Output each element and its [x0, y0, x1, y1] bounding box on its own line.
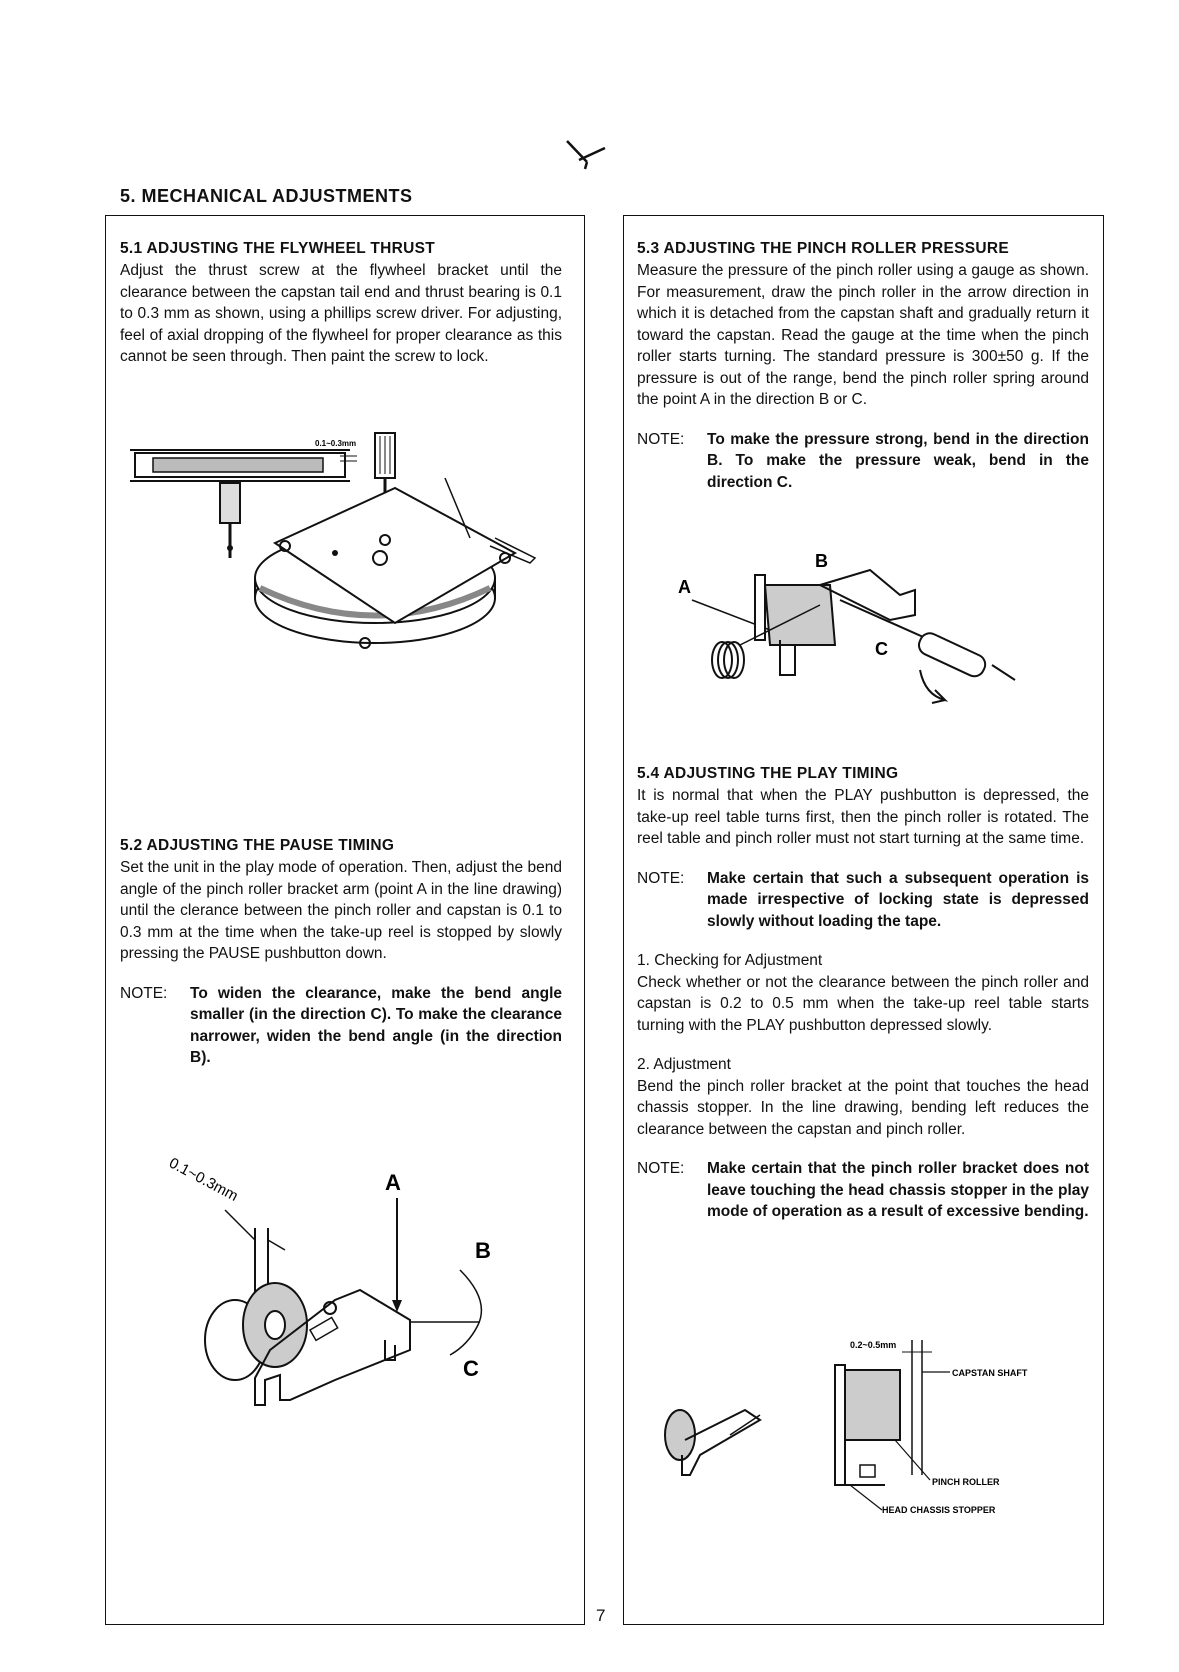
section-5-4 [637, 765, 1089, 1223]
section-5-1 [120, 240, 562, 368]
section-5-3 [637, 240, 1089, 493]
label-b: B [475, 1238, 491, 1263]
note-label: NOTE: [637, 869, 685, 887]
page-number: 7 [596, 1606, 606, 1625]
page-title: 5. MECHANICAL ADJUSTMENTS [120, 186, 413, 206]
section-5-2-heading: 5.2 ADJUSTING THE PAUSE TIMING [120, 837, 395, 854]
label-c: C [463, 1356, 479, 1381]
flywheel-thrust-figure [125, 428, 575, 688]
capstan-shaft-label: CAPSTAN SHAFT [952, 1368, 1028, 1378]
play-timing-figure [660, 1330, 1100, 1520]
section-5-2-body: Set the unit in the play mode of operation. Then, adjust the bend angle of the pinch roller bracket arm (point A in the line drawing) until the clerance between the pinch roller and capstan is 0.1 to 0.3 mm at the time when the take-up reel is stopped by slowly pressing the PAUSE pushbutton down. [120, 859, 562, 962]
play-clearance-label: 0.2~0.5mm [850, 1340, 897, 1350]
section-5-3-note [637, 429, 1089, 494]
note-label: NOTE: [637, 1160, 685, 1177]
section-5-4-heading: 5.4 ADJUSTING THE PLAY TIMING [637, 765, 899, 782]
note-text: To widen the clearance, make the bend angle smaller (in the direction C). To make the clearance narrower, widen the bend angle (in the direction B). [190, 984, 562, 1066]
section-5-3-heading: 5.3 ADJUSTING THE PINCH ROLLER PRESSURE [637, 240, 1009, 257]
check-mark-icon [565, 138, 609, 172]
note-text: To make the pressure strong, bend in the direction B. To make the pressure weak, bend in the direction C. [707, 430, 1089, 491]
section-5-4-note-2 [637, 1158, 1089, 1223]
section-5-4-body: It is normal that when the PLAY pushbutton is depressed, the take-up reel table turns first, then the pinch roller is rotated. The reel table and pinch roller must not start turning at the same time. [637, 787, 1089, 847]
section-5-3-body: Measure the pressure of the pinch roller using a gauge as shown. For measurement, draw the pinch roller in the arrow direction in which it is detached from the capstan shaft and gradually return it toward the capstan. Read the gauge at the time when the pinch roller starts turning. The standard pressure is 300±50 g. If the pressure is out of the range, bend the pinch roller spring around the point A in the direction B or C. [637, 262, 1089, 408]
pinch-roller-pressure-figure [670, 545, 1070, 735]
label-a: A [678, 577, 691, 597]
label-a: A [385, 1170, 401, 1195]
pinch-roller-label: PINCH ROLLER [932, 1477, 1000, 1487]
note-text: Make certain that such a subsequent operation is made irrespective of locking state is depressed slowly without loading the tape. [707, 869, 1089, 930]
section-5-2-note [120, 983, 562, 1069]
step-1-title: 1. Checking for Adjustment [637, 952, 823, 969]
label-b: B [815, 551, 828, 571]
section-5-4-note-1 [637, 868, 1089, 933]
flywheel-clearance-label: 0.1~0.3mm [315, 439, 357, 448]
pause-clearance-label: 0.1~0.3mm [166, 1154, 241, 1205]
step-1-body: Check whether or not the clearance between the pinch roller and capstan is 0.2 to 0.5 mm when the take-up reel table starts turning with the PLAY pushbutton depressed slowly. [637, 973, 1089, 1034]
section-5-1-heading: 5.1 ADJUSTING THE FLYWHEEL THRUST [120, 240, 436, 257]
pause-timing-figure [160, 1150, 560, 1410]
head-chassis-stopper-label: HEAD CHASSIS STOPPER [882, 1505, 996, 1515]
label-c: C [875, 639, 888, 659]
step-2-title: 2. Adjustment [637, 1056, 731, 1073]
section-5-2 [120, 837, 562, 1069]
step-2-body: Bend the pinch roller bracket at the point that touches the head chassis stopper. In the line drawing, bending left reduces the clearance between the capstan and pinch roller. [637, 1077, 1089, 1138]
note-text: Make certain that the pinch roller bracket does not leave touching the head chassis stopper in the play mode of operation as a result of excessive bending. [707, 1160, 1089, 1220]
note-label: NOTE: [637, 430, 685, 448]
section-5-1-body: Adjust the thrust screw at the flywheel bracket until the clearance between the capstan tail end and thrust bearing is 0.1 to 0.3 mm as shown, using a phillips screw driver. For adjusting, feel of axial dropping of the flywheel for proper clearance as this cannot be seen through. Then paint the screw to lock. [120, 262, 562, 365]
note-label: NOTE: [120, 984, 168, 1002]
